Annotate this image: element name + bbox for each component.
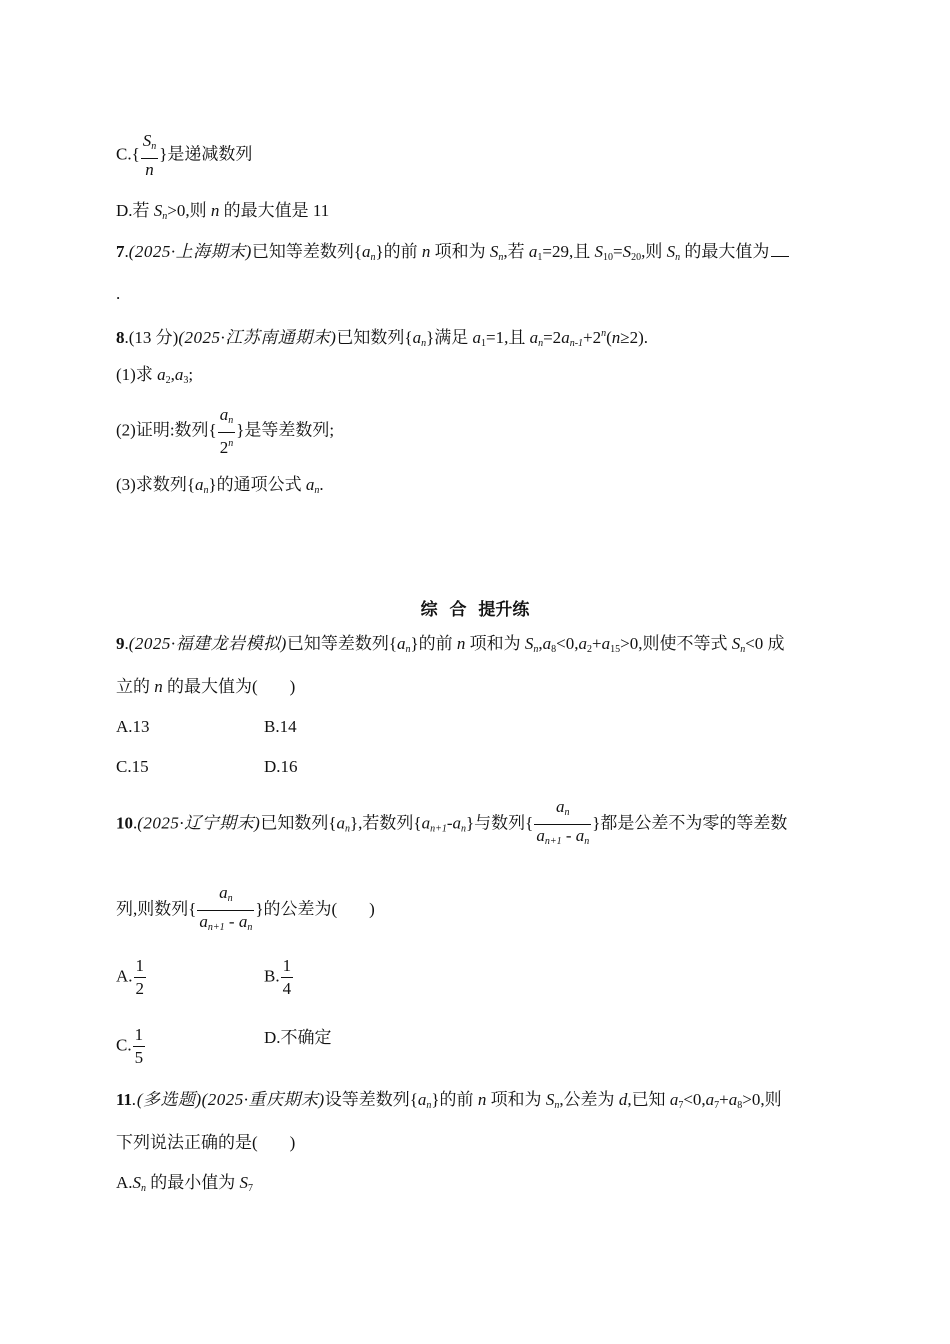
- q6-option-d: D.若 $S_n>0$,则 n 的最大值是 11: [116, 201, 330, 222]
- question-9: 9.(2025·福建龙岩模拟)已知等差数列$\{a_n\}$的前 n 项和为 $S_n,a_8<0,a_2+a_{15}>0$,则使不等式 $S_n<0$ 成: [116, 634, 785, 655]
- option-c-label: C.{: [116, 144, 140, 164]
- fraction: $\frac{1}{5}$: [134, 1025, 144, 1067]
- question-8: 8.(13 分)(2025·江苏南通期末)已知数列$\{a_n\}$满足 $a_1=1$,且 $a_n=2a_{n-1}+2^n(n\ge 2)$.: [116, 328, 649, 349]
- question-source: (2025·福建龙岩模拟): [128, 634, 287, 653]
- question-number: 8: [116, 328, 125, 347]
- question-number: 7: [116, 242, 125, 261]
- fraction: $\frac{1}{4}$: [282, 956, 292, 998]
- q10-option-c: C. $\frac{1}{5}$: [116, 1025, 144, 1067]
- fraction: $\frac{1}{2}$: [135, 956, 145, 998]
- answer-blank: [771, 242, 789, 257]
- q8-part-2: (2)证明:数列{ $\frac{a_n}{2^n}$ }是等差数列;: [116, 405, 335, 457]
- question-score: .(13 分): [124, 328, 179, 347]
- question-tag: .(多选题): [132, 1090, 202, 1109]
- fraction: $\frac{a_n}{a_{n+1} - a_n}$: [199, 883, 253, 933]
- question-number: 9: [116, 634, 125, 653]
- q10-option-a: A. $\frac{1}{2}$: [116, 956, 145, 998]
- q9-option-c: C.15: [116, 757, 149, 776]
- question-number: 11: [116, 1090, 133, 1109]
- question-source: (2025·重庆期末): [201, 1090, 325, 1109]
- q10-option-b: B. $\frac{1}{4}$: [264, 956, 292, 998]
- q9-option-d: D.16: [264, 757, 298, 776]
- question-10-line-2: 列,则数列{ $\frac{a_n}{a_{n+1} - a_n}$ }的公差为( ): [116, 882, 375, 939]
- question-11-line-2: 下列说法正确的是( ): [116, 1133, 296, 1152]
- question-number: 10: [116, 813, 133, 833]
- q10-option-d: D.不确定: [264, 1028, 332, 1047]
- fraction: $\frac{a_n}{a_{n+1} - a_n}$: [536, 797, 590, 847]
- question-9-line-2: 立的 n 的最大值为( ): [116, 677, 296, 696]
- q11-option-a: $A.S_n$ 的最小值为 $S_7$: [116, 1173, 254, 1194]
- fraction: $\frac{S_n}{n}$: [142, 131, 157, 179]
- q9-option-b: B.14: [264, 717, 297, 736]
- q8-part-3: (3)求数列$\{a_n\}$的通项公式 $a_n$.: [116, 475, 324, 496]
- question-source: (2025·辽宁期末): [137, 813, 261, 833]
- question-11: 11.(多选题)(2025·重庆期末)设等差数列$\{a_n\}$的前 n 项和为 $S_n$,公差为 d,已知 $a_7<0,a_7+a_8>0$,则: [116, 1090, 782, 1111]
- q6-option-c: C.{ $\frac{S_n}{n}$ }是递减数列: [116, 131, 253, 179]
- question-7: 7.(2025·上海期末)已知等差数列$\{a_n\}$的前 n 项和为 $S_n$,若 $a_1=29$,且 $S_{10}=S_{20}$,则 $S_n$ 的最大值为: [116, 241, 789, 269]
- question-10: 10.(2025·辽宁期末)已知数列$\{a_n\}$,若数列$\{a_{n+1}-a_n\}$与数列{ $\frac{a_n}{a_{n+1} - a_n}$ }都是公差不为零的等差数: [116, 796, 787, 853]
- q8-part-1: (1)求 $a_2,a_3$;: [116, 365, 194, 386]
- question-source: (2025·上海期末): [128, 242, 252, 261]
- q7-period: .: [116, 284, 121, 303]
- fraction: $\frac{a_n}{2^n}$: [219, 405, 234, 457]
- section-title: 综 合 提升练: [420, 600, 530, 620]
- question-source: (2025·江苏南通期末): [178, 328, 337, 347]
- q9-option-a: A.13: [116, 717, 150, 736]
